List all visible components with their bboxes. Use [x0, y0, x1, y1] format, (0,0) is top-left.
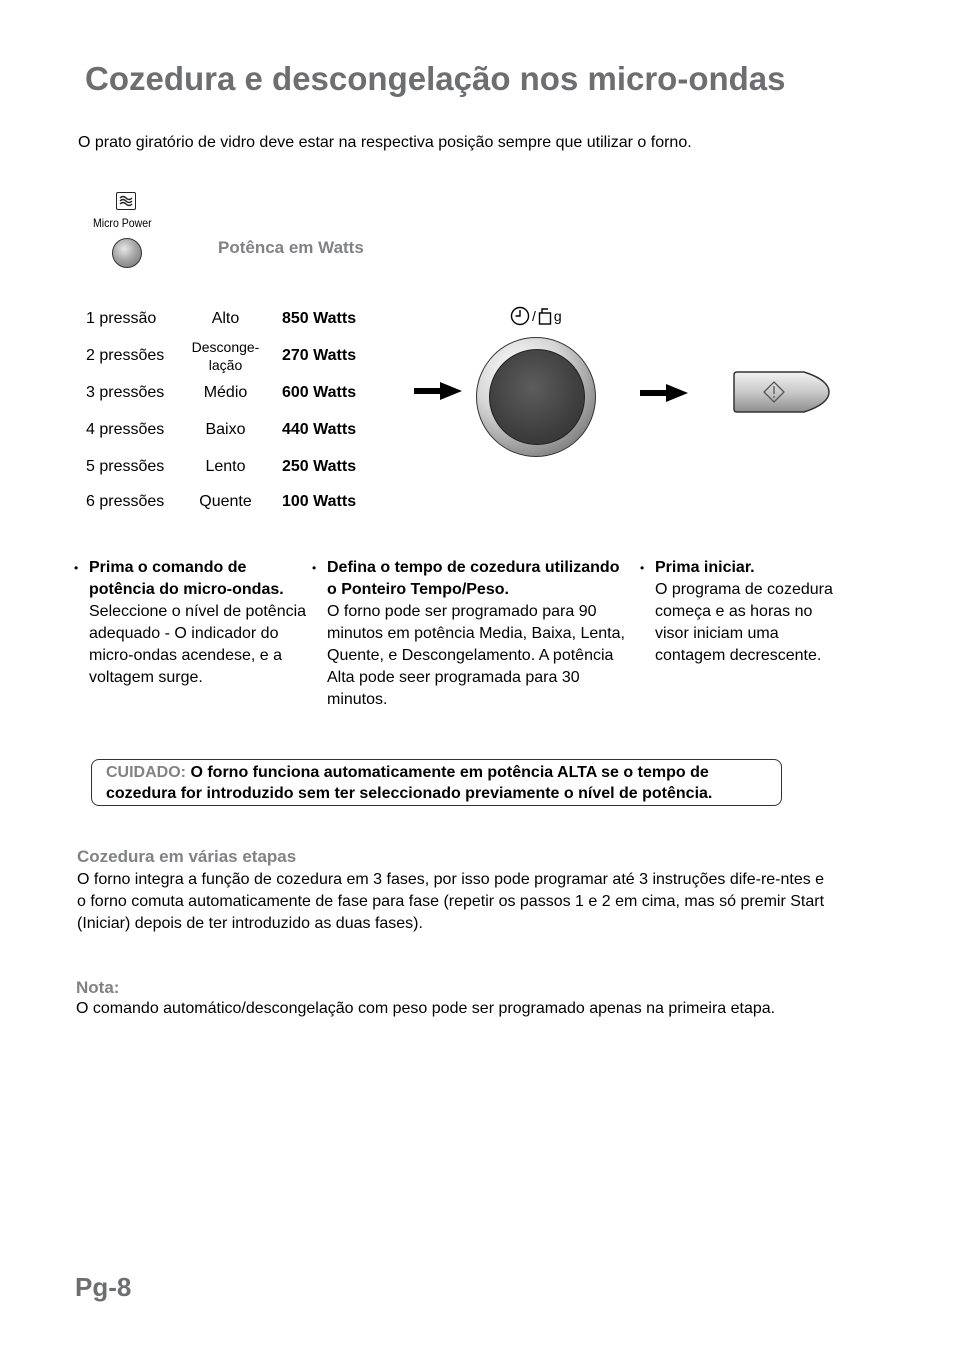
- intro-text: O prato giratório de vidro deve estar na respectiva posição sempre que utilizar o forno.: [78, 134, 692, 151]
- watts-cell: 600 Watts: [282, 384, 357, 401]
- watts-cell: 250 Watts: [282, 458, 357, 475]
- page-title: Cozedura e descongelação nos micro-ondas: [85, 60, 786, 97]
- caution-label: CUIDADO:: [106, 764, 186, 781]
- watts-cell: 270 Watts: [282, 347, 357, 364]
- table-row: [0, 493, 400, 523]
- bullet-icon: •: [74, 561, 79, 575]
- dial-label-separator: /: [532, 308, 536, 324]
- level-cell: Lento: [205, 458, 246, 475]
- note-heading: Nota:: [76, 978, 120, 997]
- start-button[interactable]: [732, 370, 830, 414]
- table-row: [0, 384, 400, 414]
- level-cell: Médio: [203, 384, 248, 401]
- step-3-heading: Prima iniciar.: [655, 559, 755, 576]
- watts-cell: 440 Watts: [282, 421, 357, 438]
- step-3: [640, 557, 840, 667]
- step-3-text: O programa de cozedura começa e as horas no visor iniciam uma contagem decrescente.: [655, 581, 833, 664]
- presses-cell: 3 pressões: [86, 384, 165, 401]
- page-number: Pg-8: [75, 1272, 132, 1302]
- step-1-text: Seleccione o nível de potência adequado - O indicador do micro-ondas acendese, e a voltagem surge.: [89, 603, 307, 686]
- microwave-waves-icon: [116, 192, 136, 210]
- caution-box: [91, 759, 782, 806]
- caution-text: O forno funciona automaticamente em potência ALTA se o tempo de cozedura for introduzido sem ter seleccionado previamente o nível de potência.: [106, 764, 713, 802]
- step-2-text: O forno pode ser programado para 90 minutos em potência Media, Baixa, Lenta, Quente, e Descongelamento. A potência Alta pode seer programada para 30 minutos.: [327, 603, 625, 708]
- level-cell: Quente: [199, 493, 252, 510]
- table-row: [0, 310, 400, 340]
- bullet-icon: •: [640, 561, 645, 575]
- dial-label: [510, 306, 562, 326]
- presses-cell: 4 pressões: [86, 421, 165, 438]
- multi-stage-text: O forno integra a função de cozedura em 3 fases, por isso pode programar até 3 instruções dife-re-ntes e o forno comuta automaticamente de fase para fase (repetir os passos 1 e 2 em cima, mas só premir Start (Iniciar) depois de ter introduzido as duas fases).: [77, 871, 825, 932]
- micro-power-button[interactable]: [112, 238, 142, 268]
- table-row: [0, 421, 400, 451]
- arrow-right-icon: [640, 382, 688, 404]
- dial-label-unit: g: [553, 308, 562, 324]
- table-row: [0, 458, 400, 488]
- presses-cell: 1 pressão: [86, 310, 157, 327]
- arrow-right-icon: [414, 380, 462, 402]
- watts-cell: 100 Watts: [282, 493, 357, 510]
- level-cell: Desconge- lação: [191, 339, 260, 373]
- step-1: [74, 557, 311, 689]
- note-text: O comando automático/descongelação com peso pode ser programado apenas na primeira etapa.: [76, 1000, 776, 1017]
- multi-stage-heading: Cozedura em várias etapas: [77, 847, 297, 866]
- presses-cell: 5 pressões: [86, 458, 165, 475]
- micro-power-label: Micro Power: [93, 216, 152, 230]
- step-1-heading: Prima o comando de potência do micro-ondas.: [89, 559, 284, 598]
- watts-cell: 850 Watts: [282, 310, 357, 327]
- weight-icon: [538, 306, 552, 326]
- step-2: [312, 557, 632, 711]
- bullet-icon: •: [312, 561, 317, 575]
- table-row: [0, 339, 400, 377]
- presses-cell: 2 pressões: [86, 347, 165, 364]
- power-heading: Potênca em Watts: [218, 238, 364, 257]
- time-weight-dial-center[interactable]: [489, 349, 585, 445]
- level-cell: Alto: [211, 310, 240, 327]
- clock-icon: [510, 306, 530, 326]
- step-2-heading: Defina o tempo de cozedura utilizando o Ponteiro Tempo/Peso.: [327, 559, 620, 598]
- presses-cell: 6 pressões: [86, 493, 165, 510]
- level-cell: Baixo: [205, 421, 246, 438]
